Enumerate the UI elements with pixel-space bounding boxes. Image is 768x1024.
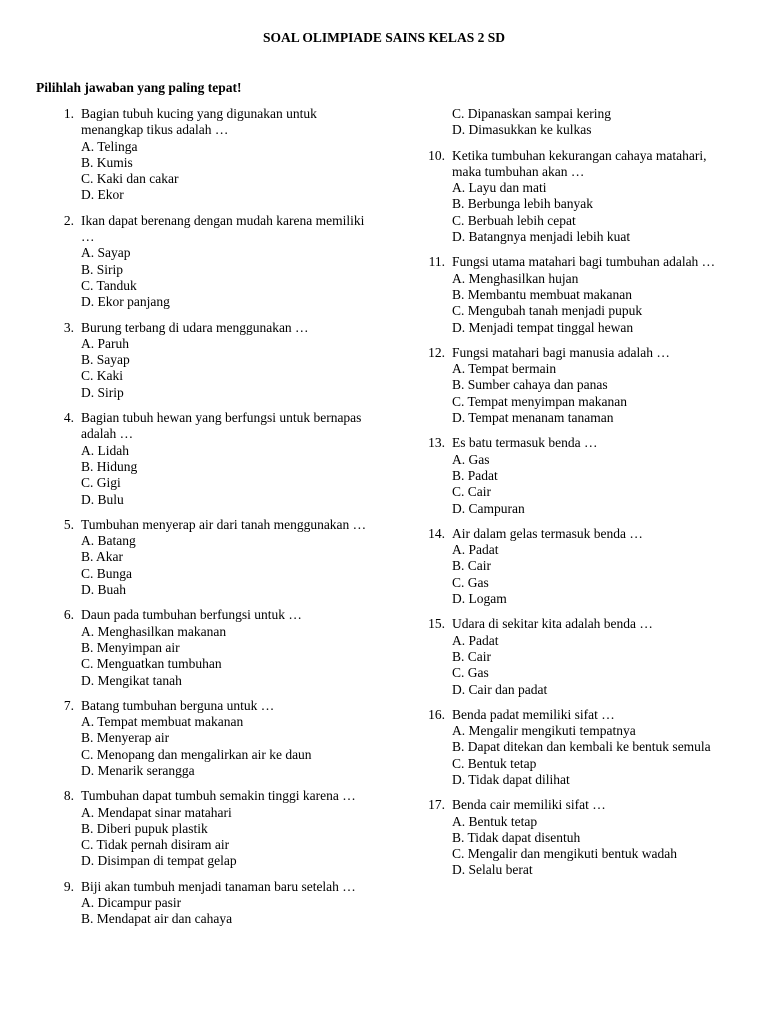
question-text: Daun pada tumbuhan berfungsi untuk … xyxy=(81,607,302,623)
question-option: A. Lidah xyxy=(81,442,129,458)
question-option: D. Cair dan padat xyxy=(452,681,548,697)
left-question-column xyxy=(38,106,378,937)
question-number: 13. xyxy=(428,435,445,451)
question-option: D. Disimpan di tempat gelap xyxy=(81,853,237,869)
question-option: A. Tempat membuat makanan xyxy=(81,714,244,730)
question-option: D. Sirip xyxy=(81,384,124,400)
question-body xyxy=(452,526,738,607)
question-5 xyxy=(38,517,378,598)
question-option: B. Sayap xyxy=(81,352,130,368)
question-option: D. Bulu xyxy=(81,491,124,507)
question-body xyxy=(81,517,378,598)
question-option: B. Hidung xyxy=(81,458,138,474)
question-option: C. Tempat menyimpan makanan xyxy=(452,393,628,409)
question-option: C. Mengalir dan mengikuti bentuk wadah xyxy=(452,846,677,862)
question-option: C. Berbuah lebih cepat xyxy=(452,212,576,228)
question-1 xyxy=(38,106,378,204)
question-option: C. Cair xyxy=(452,484,491,500)
question-option: B. Membantu membuat makanan xyxy=(452,286,632,302)
question-8 xyxy=(38,788,378,869)
question-number: 9. xyxy=(63,878,74,894)
question-number: 14. xyxy=(428,525,445,541)
question-text: Air dalam gelas termasuk benda … xyxy=(452,525,643,541)
question-body xyxy=(452,616,738,697)
question-option: B. Diberi pupuk plastik xyxy=(81,820,208,836)
question-option: A. Menghasilkan hujan xyxy=(452,270,579,286)
question-body xyxy=(81,213,378,311)
question-option: D. Menjadi tempat tinggal hewan xyxy=(452,319,634,335)
question-option: C. Kaki xyxy=(81,368,123,384)
question-number: 1. xyxy=(63,106,74,121)
question-6 xyxy=(38,607,378,688)
question-option: D. Dimasukkan ke kulkas xyxy=(452,122,592,138)
question-option: D. Selalu berat xyxy=(452,862,533,878)
question-text: Fungsi utama matahari bagi tumbuhan adalah … xyxy=(452,254,716,270)
question-option: D. Mengikat tanah xyxy=(81,672,182,688)
question-number: 12. xyxy=(428,344,445,360)
question-option: C. Tanduk xyxy=(81,277,137,293)
question-option: B. Berbunga lebih banyak xyxy=(452,196,593,212)
question-option: B. Cair xyxy=(452,558,491,574)
question-number: 2. xyxy=(63,212,74,228)
question-option: B. Sumber cahaya dan panas xyxy=(452,377,608,393)
right-question-column xyxy=(428,106,738,888)
question-9-continuation xyxy=(428,106,738,139)
question-option: D. Ekor panjang xyxy=(81,294,170,310)
question-body xyxy=(452,148,738,246)
question-15 xyxy=(428,616,738,697)
question-option: A. Padat xyxy=(452,632,499,648)
question-option: C. Menopang dan mengalirkan air ke daun xyxy=(81,746,312,762)
question-body xyxy=(452,707,738,788)
question-option: D. Logam xyxy=(452,591,507,607)
question-text: Bagian tubuh hewan yang berfungsi untuk bernapas adalah … xyxy=(81,410,362,442)
question-text: Udara di sekitar kita adalah benda … xyxy=(452,616,653,632)
question-option: B. Menyimpan air xyxy=(81,639,180,655)
question-text: Bagian tubuh kucing yang digunakan untuk menangkap tikus adalah … xyxy=(81,106,317,138)
question-7 xyxy=(38,698,378,779)
question-number: 6. xyxy=(63,607,74,623)
question-option: D. Ekor xyxy=(81,187,124,203)
question-option: B. Menyerap air xyxy=(81,730,170,746)
question-option: B. Sirip xyxy=(81,261,124,277)
question-option: C. Menguatkan tumbuhan xyxy=(81,656,222,672)
question-9-continued-options xyxy=(452,106,738,139)
question-2 xyxy=(38,213,378,311)
question-16 xyxy=(428,707,738,788)
question-4 xyxy=(38,410,378,508)
question-option: D. Tempat menanam tanaman xyxy=(452,410,614,426)
question-option: B. Dapat ditekan dan kembali ke bentuk semula xyxy=(452,739,711,755)
question-body xyxy=(81,106,378,204)
question-text: Batang tumbuhan berguna untuk … xyxy=(81,697,275,713)
question-body xyxy=(452,435,738,516)
question-text: Ikan dapat berenang dengan mudah karena memiliki … xyxy=(81,212,365,245)
question-option: A. Menghasilkan makanan xyxy=(81,623,227,639)
question-option: D. Batangnya menjadi lebih kuat xyxy=(452,229,631,245)
question-option: A. Telinga xyxy=(81,138,138,154)
question-text: Tumbuhan menyerap air dari tanah menggunakan … xyxy=(81,516,367,532)
question-option: B. Kumis xyxy=(81,154,133,170)
question-text: Ketika tumbuhan kekurangan cahaya matahari, maka tumbuhan akan … xyxy=(452,147,707,179)
question-option: C. Bentuk tetap xyxy=(452,755,537,771)
question-number: 8. xyxy=(63,788,74,804)
question-number: 10. xyxy=(428,147,445,163)
question-option: A. Batang xyxy=(81,533,136,549)
question-text: Burung terbang di udara menggunakan … xyxy=(81,319,309,335)
question-option: B. Padat xyxy=(452,467,498,483)
question-number: 11. xyxy=(428,254,445,270)
instruction-text: Pilihlah jawaban yang paling tepat! xyxy=(36,80,242,95)
question-9 xyxy=(38,879,378,928)
question-body xyxy=(81,410,378,508)
question-body xyxy=(452,254,738,335)
question-option: C. Gas xyxy=(452,665,489,681)
question-text: Fungsi matahari bagi manusia adalah … xyxy=(452,344,670,360)
question-option: A. Gas xyxy=(452,451,490,467)
question-body xyxy=(81,320,378,401)
question-text: Tumbuhan dapat tumbuh semakin tinggi karena … xyxy=(81,788,356,804)
question-option: A. Bentuk tetap xyxy=(452,813,538,829)
question-option: C. Gas xyxy=(452,574,489,590)
question-option: B. Cair xyxy=(452,648,491,664)
question-number: 4. xyxy=(63,410,74,426)
question-number: 7. xyxy=(63,697,74,713)
question-option: A. Mengalir mengikuti tempatnya xyxy=(452,723,636,739)
question-body xyxy=(81,788,378,869)
question-option: D. Buah xyxy=(81,582,126,598)
question-option: A. Dicampur pasir xyxy=(81,895,182,911)
question-13 xyxy=(428,435,738,516)
question-number: 5. xyxy=(63,516,74,532)
question-option: B. Akar xyxy=(81,549,123,565)
question-option: A. Mendapat sinar matahari xyxy=(81,804,232,820)
question-11 xyxy=(428,254,738,335)
question-body xyxy=(452,797,738,878)
question-number: 3. xyxy=(63,319,74,335)
question-option: C. Gigi xyxy=(81,475,121,491)
question-option: D. Tidak dapat dilihat xyxy=(452,771,570,787)
question-12 xyxy=(428,345,738,426)
question-body xyxy=(81,607,378,688)
question-3 xyxy=(38,320,378,401)
question-option: A. Tempat bermain xyxy=(452,361,557,377)
question-option: B. Mendapat air dan cahaya xyxy=(81,911,233,927)
question-body xyxy=(452,345,738,426)
question-option: C. Bunga xyxy=(81,565,133,581)
question-option: A. Layu dan mati xyxy=(452,180,547,196)
question-number: 15. xyxy=(428,616,445,632)
question-14 xyxy=(428,526,738,607)
question-option: B. Tidak dapat disentuh xyxy=(452,829,581,845)
question-option: D. Campuran xyxy=(452,500,525,516)
question-text: Benda cair memiliki sifat … xyxy=(452,797,606,813)
question-number: 17. xyxy=(428,797,445,813)
document-title: SOAL OLIMPIADE SAINS KELAS 2 SD xyxy=(263,30,505,45)
question-text: Biji akan tumbuh menjadi tanaman baru setelah … xyxy=(81,878,356,894)
question-body xyxy=(81,698,378,779)
question-option: D. Menarik serangga xyxy=(81,762,195,778)
question-option: A. Sayap xyxy=(81,245,131,261)
question-number: 16. xyxy=(428,706,445,722)
question-text: Benda padat memiliki sifat … xyxy=(452,706,615,722)
question-option: A. Padat xyxy=(452,542,499,558)
question-option: C. Kaki dan cakar xyxy=(81,171,179,187)
question-text: Es batu termasuk benda … xyxy=(452,435,598,451)
question-option: C. Tidak pernah disiram air xyxy=(81,837,230,853)
question-body xyxy=(81,879,378,928)
question-option: C. Dipanaskan sampai kering xyxy=(452,106,611,121)
question-10 xyxy=(428,148,738,246)
question-option: A. Paruh xyxy=(81,335,129,351)
question-option: C. Mengubah tanah menjadi pupuk xyxy=(452,303,643,319)
question-17 xyxy=(428,797,738,878)
